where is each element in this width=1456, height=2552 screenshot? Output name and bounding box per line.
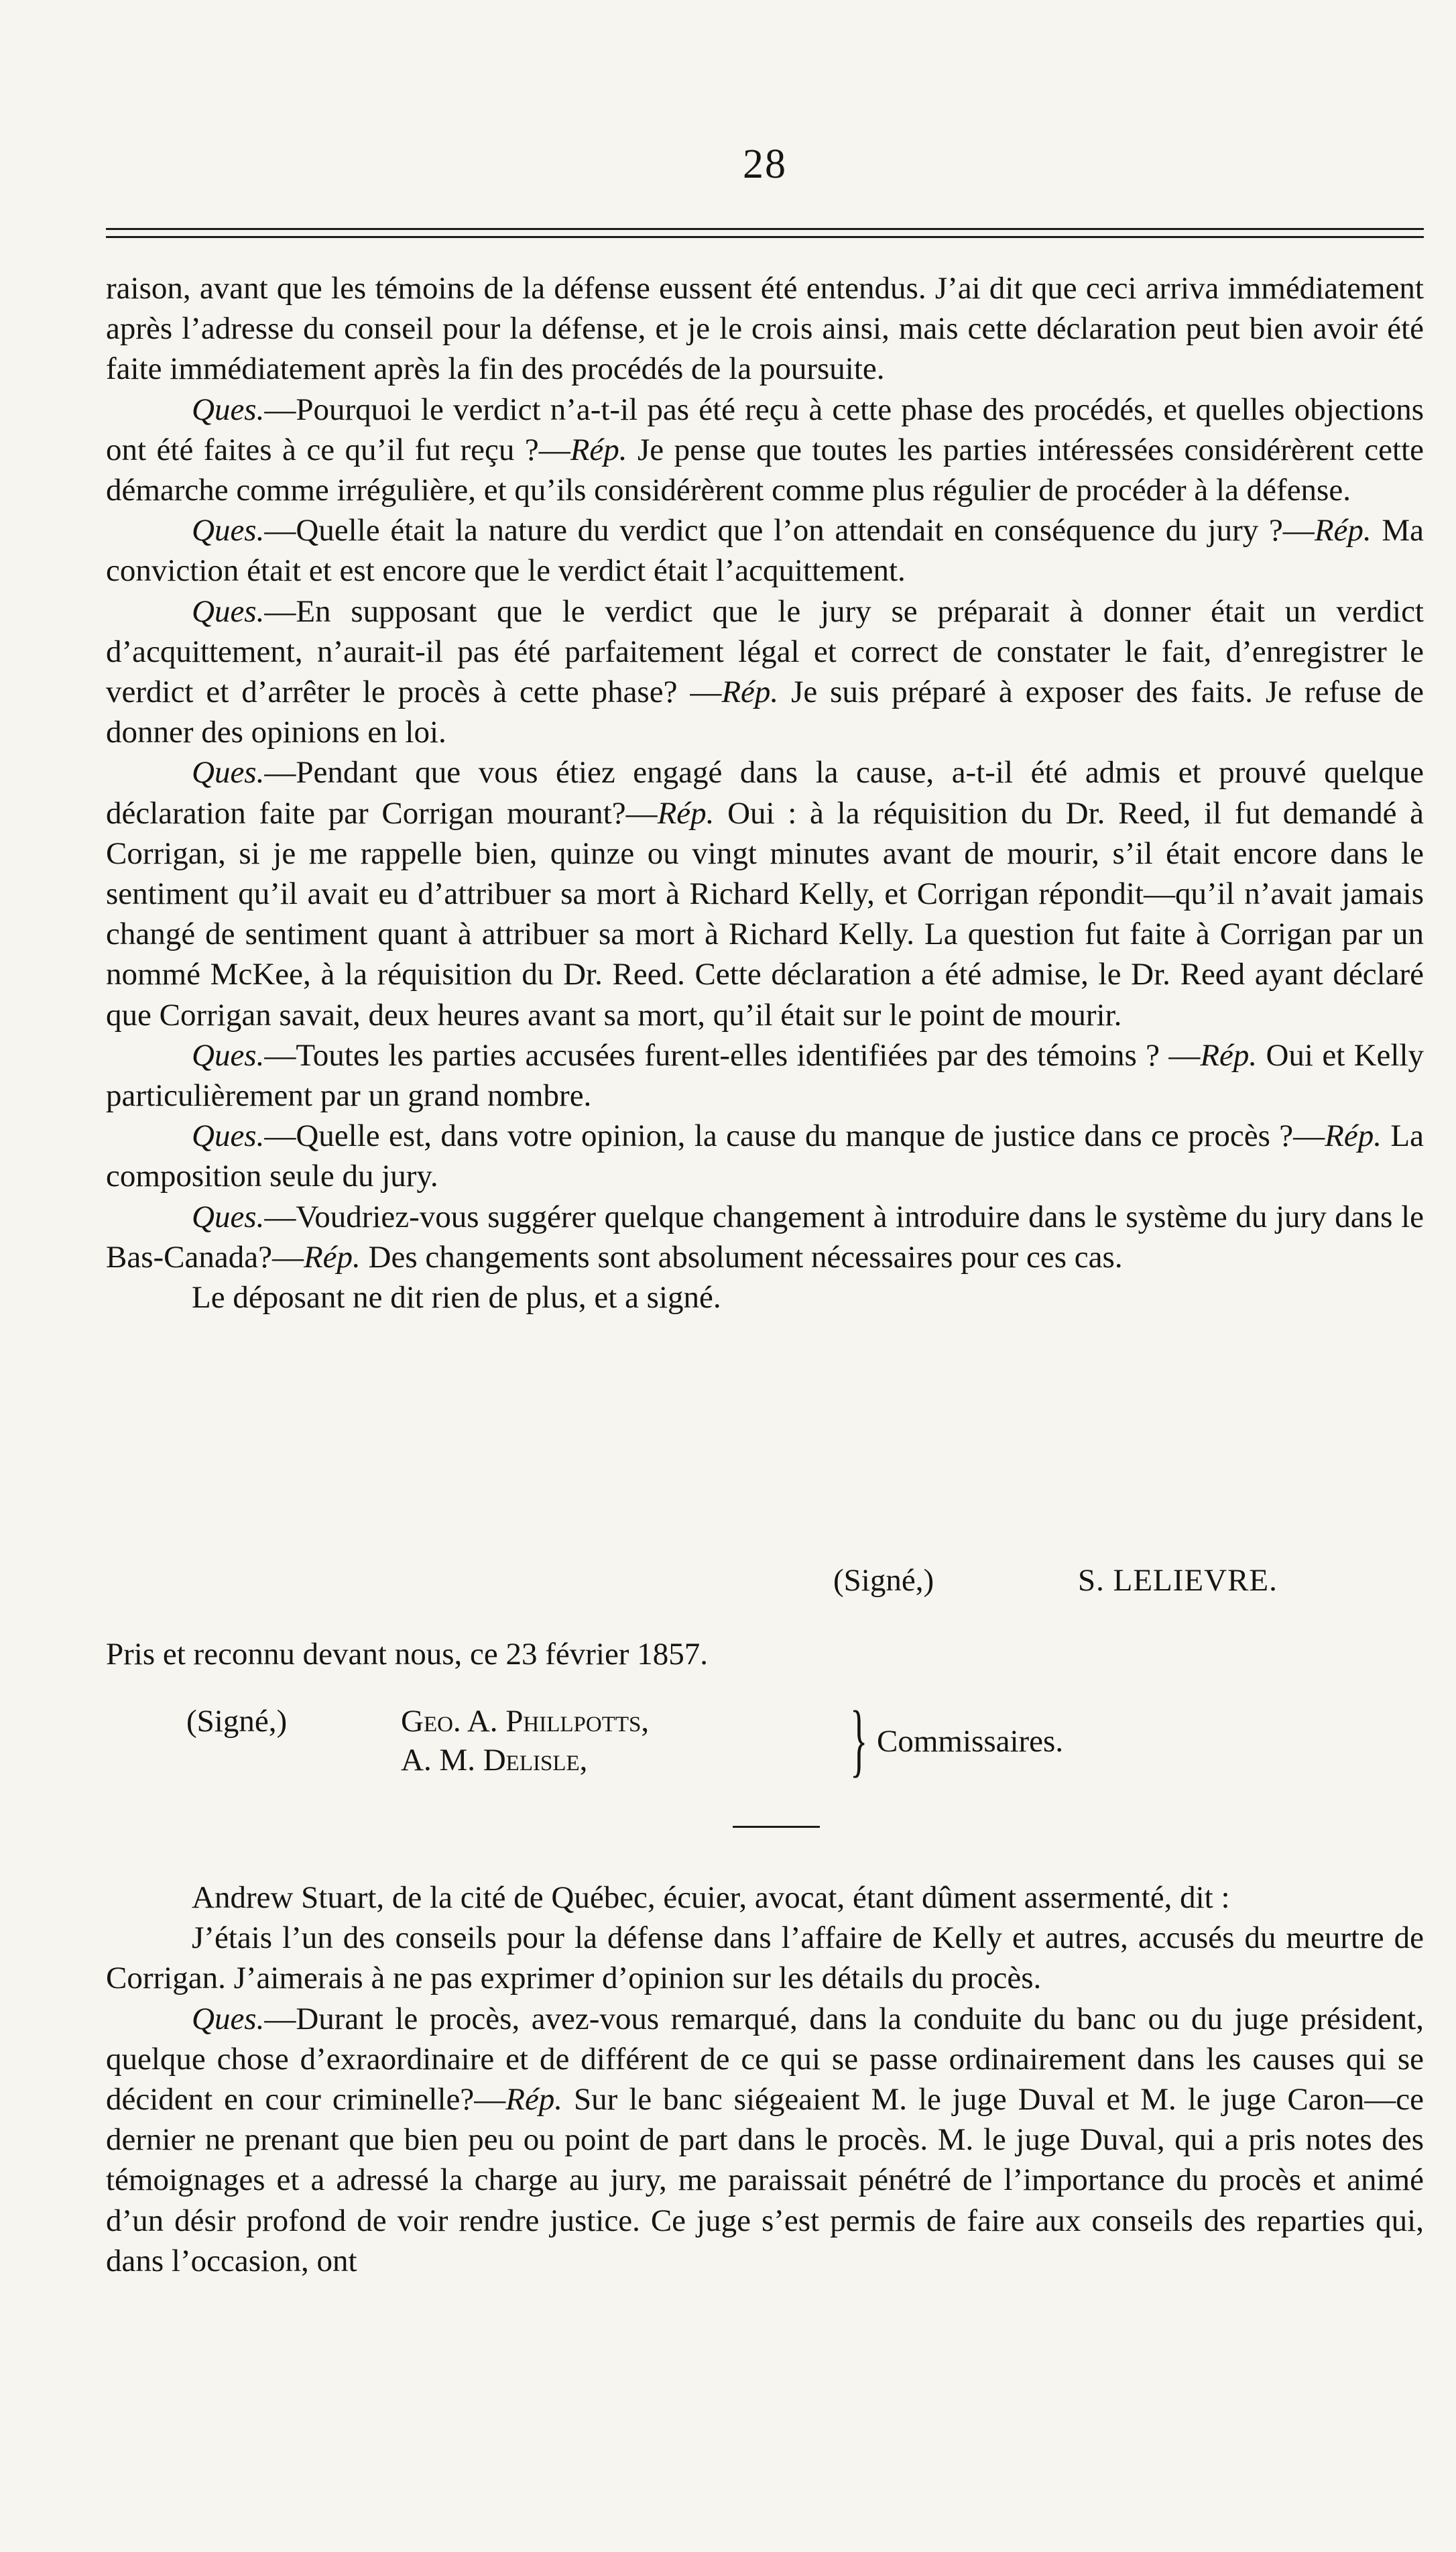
speaker-marker: Rép. bbox=[303, 1239, 361, 1275]
acknowledgement-line: Pris et reconnu devant nous, ce 23 février 1857. bbox=[106, 1637, 708, 1672]
paragraph: Ques.—Toutes les parties accusées furent-elles identifiées par des témoins ? —Rép. Oui et Kelly particulièrement par un grand nombre. bbox=[106, 1037, 1424, 1114]
speaker-marker: Rép. bbox=[657, 795, 715, 831]
speaker-marker: Rép. bbox=[1325, 1118, 1382, 1154]
testimony-lelievre bbox=[106, 268, 1424, 1318]
commissioner-name: A. M. Delisle, bbox=[401, 1743, 588, 1778]
speaker-marker: Ques. bbox=[192, 593, 265, 629]
speaker-marker: Ques. bbox=[192, 755, 265, 791]
speaker-marker: Rép. bbox=[505, 2082, 563, 2118]
header-rule-top bbox=[106, 228, 1424, 230]
section-divider bbox=[733, 1826, 820, 1828]
paragraph: Ques.—En supposant que le verdict que le jury se préparait à donner était un verdict d’acquittement, n’aurait-il pas été parfaitement légal et correct de constater le fait, d’enregistrer le verdict et d’arrêter le procès à cette phase? —Rép. Je suis préparé à exposer des faits. Je refuse de donner des opinions en loi. bbox=[106, 593, 1424, 750]
paragraph: Ques.—Voudriez-vous suggérer quelque changement à introduire dans le système du jury dans le Bas-Canada?—Rép. Des changements sont absolument nécessaires pour ces cas. bbox=[106, 1199, 1424, 1275]
speaker-marker: Rép. bbox=[721, 675, 779, 710]
paragraph: Ques.—Durant le procès, avez-vous remarqué, dans la conduite du banc ou du juge président, quelque chose d’exraordinaire et de différent de ce qui se passe ordinairement dans les causes qui se décident en cour criminelle?—Rép. Sur le banc siégeaient M. le juge Duval et M. le juge Caron—ce dernier ne prenant que bien peu ou point de part dans le procès. M. le juge Duval, qui a pris notes des témoignages et a adressé la charge au jury, me paraissait pénétré de l’importance du procès et animé d’un désir profond de voir rendre justice. Ce juge s’est permis de faire aux conseils des reparties qui, dans l’occasion, ont bbox=[106, 2001, 1424, 2278]
signer-name: S. LELIEVRE. bbox=[1078, 1563, 1278, 1598]
paragraph: Ques.—Pourquoi le verdict n’a-t-il pas été reçu à cette phase des procédés, et quelles objections ont été faites à ce qu’il fut reçu ?—Rép. Je pense que toutes les parties intéressées considérèrent cette démarche comme irrégulière, et qu’ils considérèrent comme plus régulier de procéder à la défense. bbox=[106, 392, 1424, 508]
paragraph: Ques.—Pendant que vous étiez engagé dans la cause, a-t-il été admis et prouvé quelque déclaration faite par Corrigan mourant?—Rép. Oui : à la réquisition du Dr. Reed, il fut demandé à Corrigan, si je me rappelle bien, quinze ou vingt minutes avant de mourir, s’il était encore dans le sentiment qu’il avait eu d’attribuer sa mort à Richard Kelly, et Corrigan répondit—qu’il n’avait jamais changé de sentiment quant à attribuer sa mort à Richard Kelly. La question fut faite à Corrigan par un nommé McKee, à la réquisition du Dr. Reed. Cette déclaration a été admise, le Dr. Reed ayant déclaré que Corrigan savait, deux heures avant sa mort, qu’il était sur le point de mourir. bbox=[106, 755, 1424, 1033]
signed-label: (Signé,) bbox=[833, 1563, 934, 1598]
speaker-marker: Ques. bbox=[192, 1037, 265, 1073]
commissioner-name: Geo. A. Phillpotts, bbox=[401, 1704, 650, 1739]
speaker-marker: Ques. bbox=[192, 2001, 265, 2036]
speaker-marker: Ques. bbox=[192, 1118, 265, 1154]
commissioners-block bbox=[186, 1694, 1259, 1790]
paragraph: Ques.—Quelle était la nature du verdict que l’on attendait en conséquence du jury ?—Rép. Ma conviction était et est encore que le verdict était l’acquittement. bbox=[106, 513, 1424, 589]
speaker-marker: Rép. bbox=[1200, 1037, 1258, 1073]
speaker-marker: Ques. bbox=[192, 513, 265, 548]
commissioners-role: Commissaires. bbox=[877, 1724, 1064, 1759]
speaker-marker: Rép. bbox=[570, 432, 627, 467]
paragraph: Le déposant ne dit rien de plus, et a signé. bbox=[192, 1280, 721, 1316]
page-number: 28 bbox=[743, 141, 787, 187]
speaker-marker: Ques. bbox=[192, 1199, 265, 1234]
signed-label: (Signé,) bbox=[186, 1704, 288, 1739]
deponent-signature bbox=[106, 1562, 1424, 1603]
header-rule-bottom bbox=[106, 236, 1424, 238]
paragraph: Andrew Stuart, de la cité de Québec, écuier, avocat, étant dûment assermenté, dit : bbox=[192, 1880, 1230, 1915]
speaker-marker: Rép. bbox=[1314, 513, 1372, 548]
paragraph: J’étais l’un des conseils pour la défense dans l’affaire de Kelly et autres, accusés du meurtre de Corrigan. J’aimerais à ne pas exprimer d’opinion sur les détails du procès. bbox=[106, 1920, 1424, 1996]
paragraph: Ques.—Quelle est, dans votre opinion, la cause du manque de justice dans ce procès ?—Rép. La composition seule du jury. bbox=[106, 1118, 1424, 1194]
paragraph: raison, avant que les témoins de la défense eussent été entendus. J’ai dit que ceci arriva immédiatement après l’adresse du conseil pour la défense, et je le crois ainsi, mais cette déclaration peut bien avoir été faite immédiatement après la fin des procédés de la poursuite. bbox=[106, 271, 1424, 387]
brace-glyph: } bbox=[850, 1694, 868, 1785]
testimony-stuart bbox=[106, 1877, 1424, 2281]
speaker-marker: Ques. bbox=[192, 392, 265, 427]
